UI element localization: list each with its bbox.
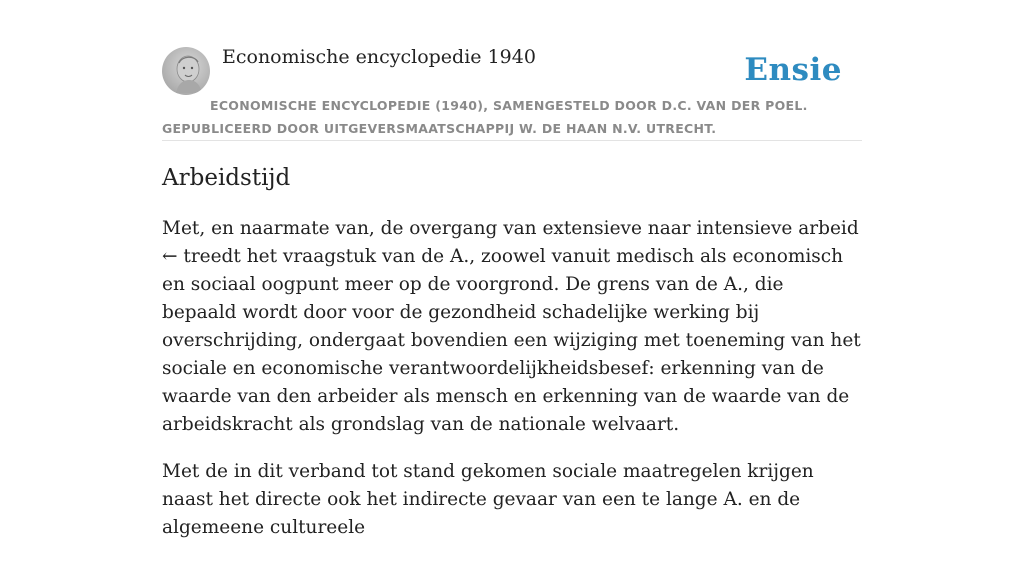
article-title: Arbeidstijd — [162, 165, 291, 191]
article-paragraph: Met, en naarmate van, de overgang van extensieve naar intensieve arbeid ← treedt het vraagstuk van de A., zoowel vanuit medisch als economisch en sociaal oogpunt meer op de voorgrond. De grens van de A., die bepaald wordt door voor de gezondheid schadelijke werking bij overschrijding, ondergaat bovendien een wijziging met toeneming van het sociale en economische verantwoordelijkheidsbesef: erkenning van de waarde van den arbeider als mensch en erkenning van de waarde van de arbeidskracht als grondslag van de nationale welvaart. — [162, 218, 861, 435]
article — [162, 160, 862, 561]
portrait-avatar-icon[interactable] — [162, 47, 210, 95]
book-title[interactable]: Economische encyclopedie 1940 — [222, 46, 536, 68]
meta-line-published: GEPUBLICEERD DOOR UITGEVERSMAATSCHAPPIJ W. DE HAAN N.V. UTRECHT. — [162, 121, 717, 136]
book-header — [162, 44, 862, 141]
book-meta — [162, 94, 862, 140]
meta-line-compiled: ECONOMISCHE ENCYCLOPEDIE (1940), SAMENGESTELD DOOR D.C. VAN DER POEL. — [210, 98, 808, 113]
ensie-logo[interactable]: Ensie — [744, 52, 842, 88]
article-paragraph: Met de in dit verband tot stand gekomen sociale maatregelen krijgen naast het directe ook het indirecte gevaar van een te lange A. en de algemeene cultureele — [162, 461, 814, 538]
